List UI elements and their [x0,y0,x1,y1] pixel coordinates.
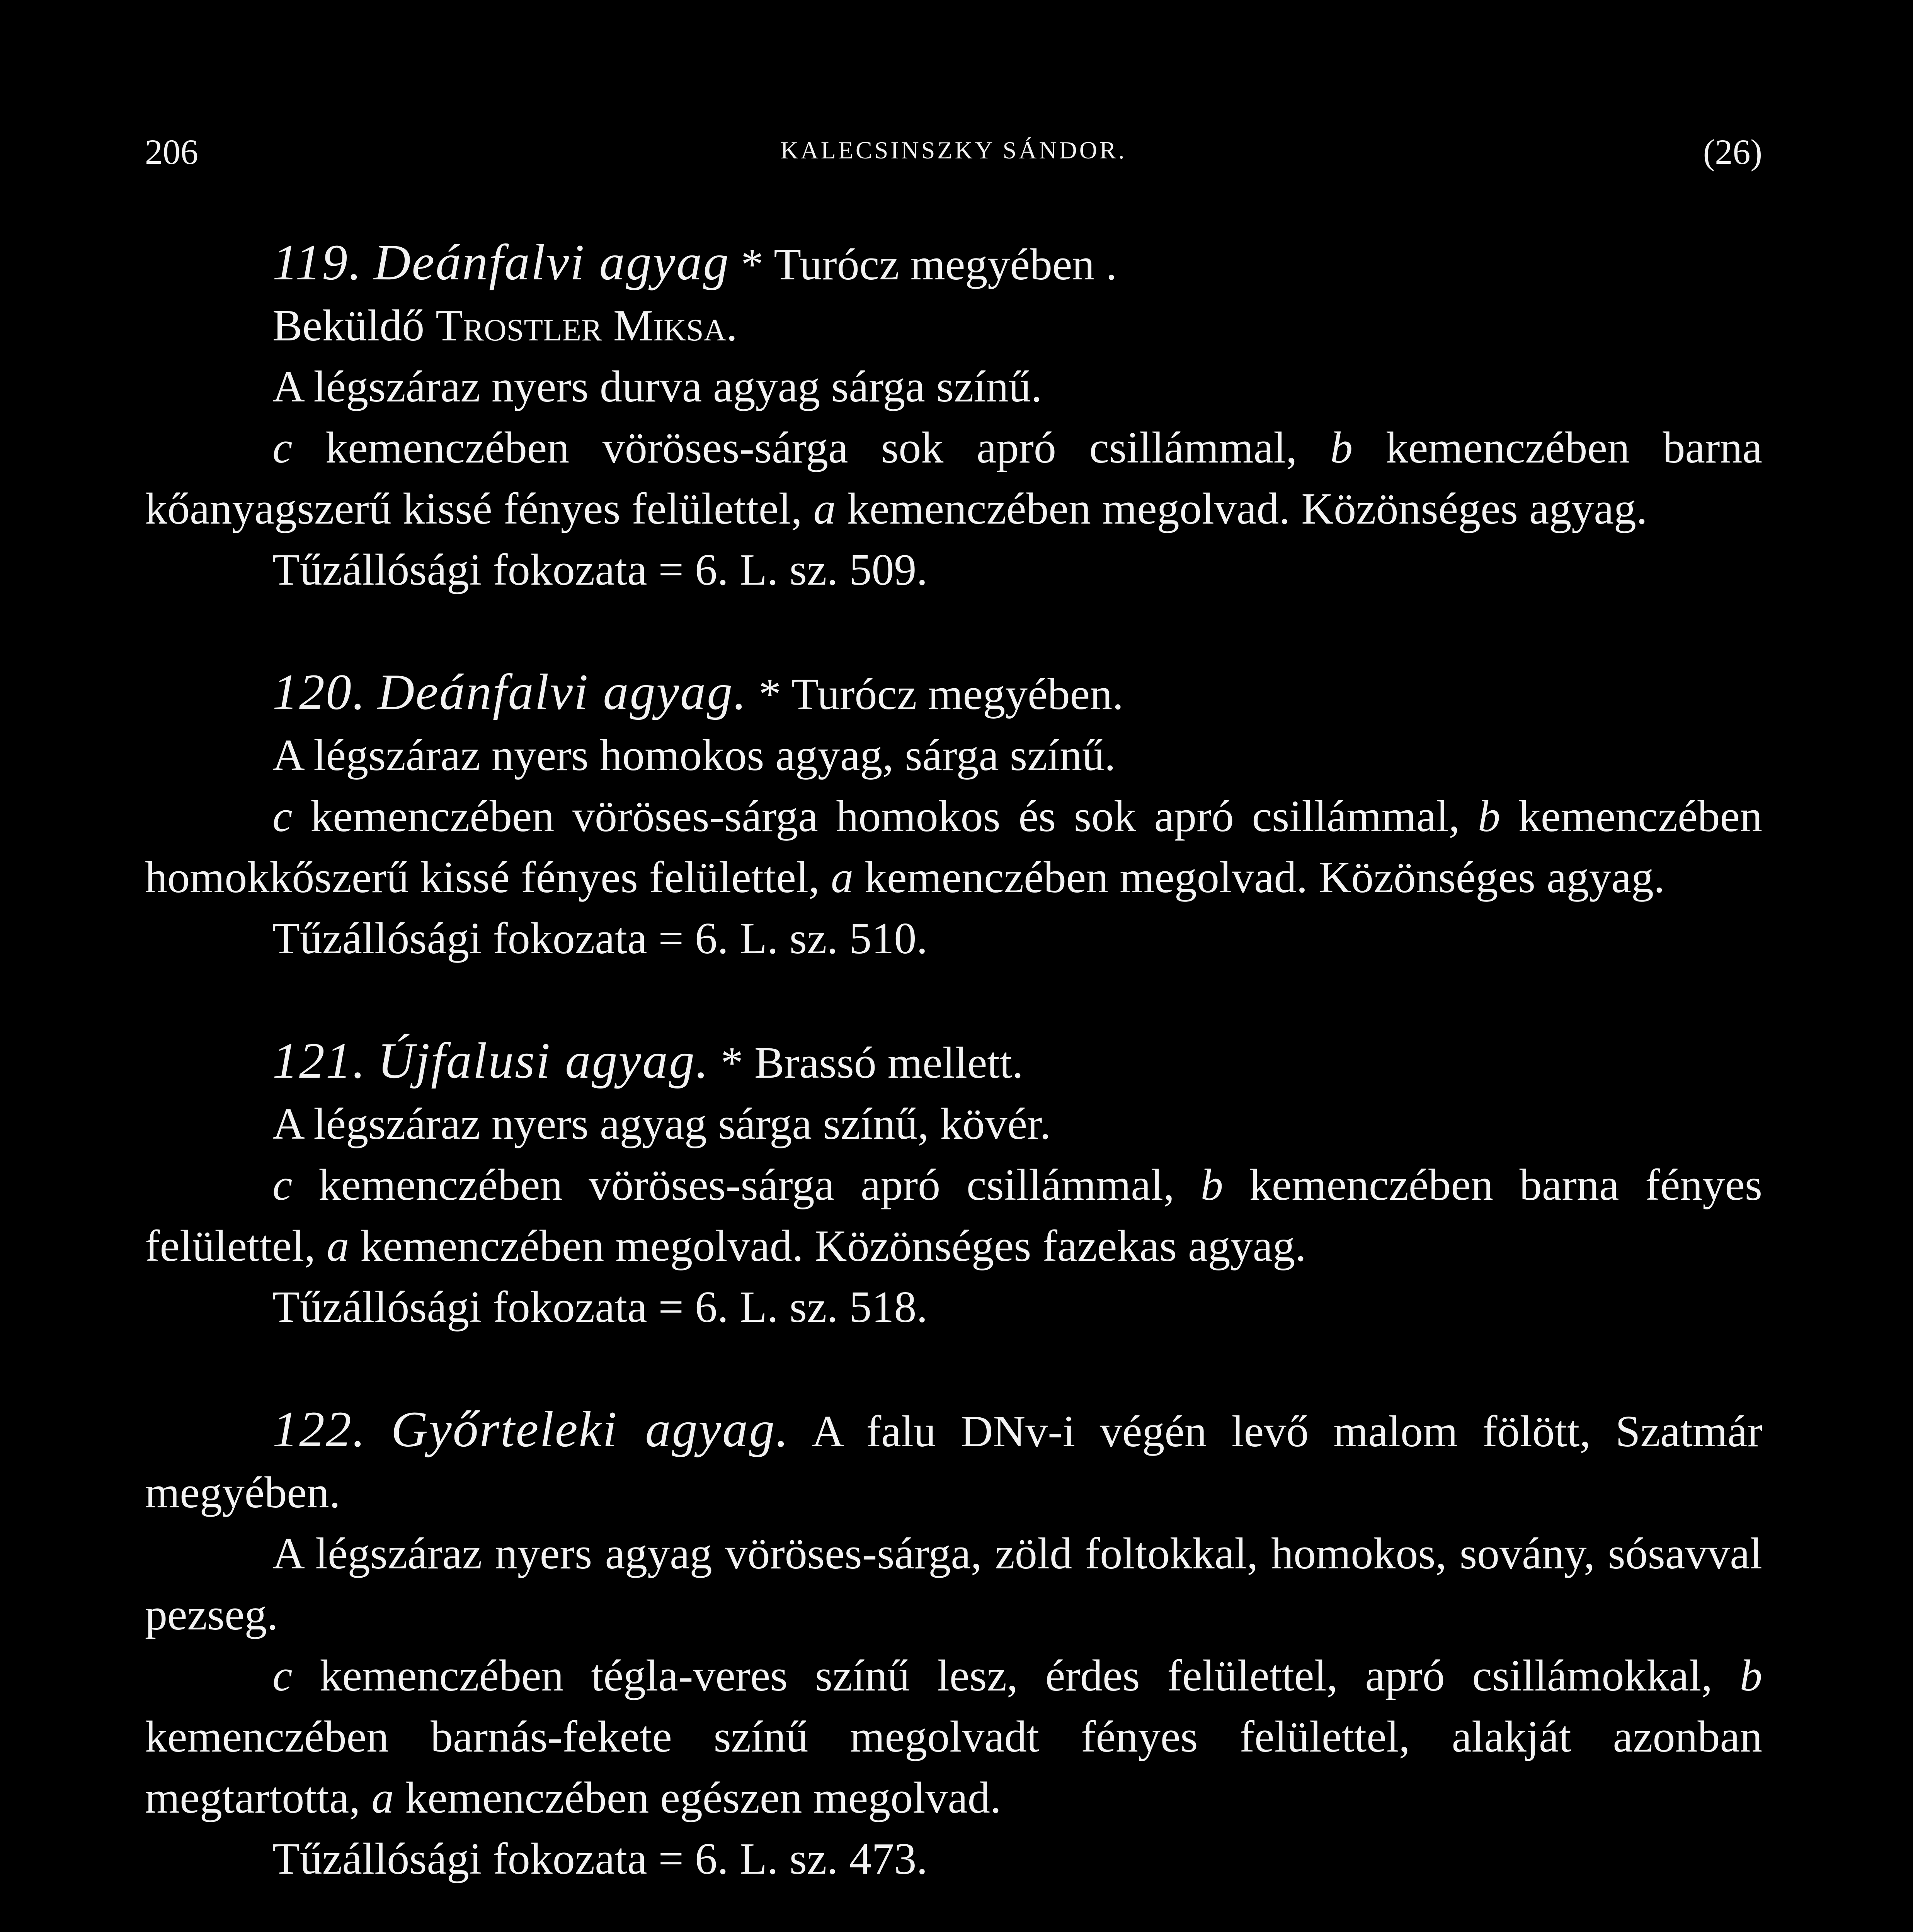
entry-heading [145,1030,1762,1094]
page-number: 206 [145,132,198,172]
entry-location: * Brassó mellett. [720,1038,1023,1088]
sender-name: Trostler Miksa. [436,301,738,350]
kiln-c-label: c [272,1651,293,1701]
entry-sender [145,295,1762,356]
entry-number: 121. [272,1032,366,1089]
kiln-a-label: a [831,853,853,902]
entry-refractory-grade: Tűzállósági fokozata = 6. L. sz. 509. [272,545,928,595]
firing-b-text: kemenczében barnás-fekete színű megolvadt fényes felülettel, alakját azonban megtartotta, [145,1712,1762,1823]
kiln-a-label: a [813,484,836,534]
kiln-a-label: a [327,1221,349,1271]
page-reference: (26) [1703,132,1762,172]
entry-refractory-grade: Tűzállósági fokozata = 6. L. sz. 510. [272,914,928,963]
firing-b-text: kemenczében barna fényes felülettel, [145,1160,1763,1271]
entry-name: Deánfalvi agyag [374,234,730,291]
firing-c-text: kemenczében vöröses-sárga sok apró csillámmal, [325,423,1297,473]
firing-a-text: kemenczében megolvad. Közönséges agyag. [847,484,1647,534]
entry-122 [145,1399,1762,1889]
firing-a-text: kemenczében megolvad. Közönséges agyag. [864,853,1665,902]
entry-name: Újfalusi agyag. [378,1032,710,1089]
kiln-c-label: c [272,1160,293,1210]
entry-name: Deánfalvi agyag. [378,663,748,720]
kiln-b-label: b [1330,423,1353,473]
entry-raw-description: A légszáraz nyers homokos agyag, sárga színű. [272,731,1116,780]
entry-raw-description: A légszáraz nyers durva agyag sárga színű. [272,362,1042,412]
firing-b-text: kemenczében barna kőanyagszerű kissé fényes felülettel, [145,423,1763,534]
entry-number: 119. [272,234,363,291]
kiln-c-label: c [272,423,293,473]
entry-number: 120. [272,663,366,720]
entry-119 [145,232,1762,600]
entry-heading [145,662,1762,725]
entry-firing-description [145,1155,1762,1277]
entry-location: * Turócz megyében. [759,670,1124,719]
entry-firing-description [145,786,1762,908]
kiln-b-label: b [1740,1651,1763,1701]
firing-c-text: kemenczében tégla-veres színű lesz, érdes felülettel, apró csillámokkal, [320,1651,1713,1701]
page-header [145,131,1762,174]
firing-a-text: kemenczében megolvad. Közönséges fazekas agyag. [360,1221,1307,1271]
entry-location: * Turócz megyében . [741,240,1117,289]
firing-a-text: kemenczében egészen megolvad. [405,1773,1001,1823]
entry-heading [145,232,1762,295]
entry-name: Győrteleki agyag. [391,1401,790,1458]
kiln-a-label: a [371,1773,394,1823]
entry-121 [145,1030,1762,1338]
entry-refractory-grade: Tűzállósági fokozata = 6. L. sz. 518. [272,1282,928,1332]
entry-firing-description [145,1645,1762,1828]
entry-firing-description [145,417,1762,539]
page-body [145,232,1762,1932]
firing-c-text: kemenczében vöröses-sárga homokos és sok apró csillámmal, [310,792,1460,841]
kiln-c-label: c [272,792,293,841]
running-head: KALECSINSZKY SÁNDOR. [780,136,1127,164]
entry-heading [145,1399,1762,1523]
entry-120 [145,662,1762,969]
firing-c-text: kemenczében vöröses-sárga apró csillámmal, [318,1160,1174,1210]
kiln-b-label: b [1200,1160,1223,1210]
entry-raw-description: A légszáraz nyers agyag sárga színű, kövér. [272,1099,1051,1149]
kiln-b-label: b [1478,792,1501,841]
firing-b-text: kemenczében homokkőszerű kissé fényes felülettel, [145,792,1763,902]
entry-location: A falu DNv-i végén levő malom fölött, Szatmár megyében. [145,1407,1763,1517]
entry-refractory-grade: Tűzállósági fokozata = 6. L. sz. 473. [272,1834,928,1884]
sender-prefix: Beküldő [272,301,425,350]
entry-raw-description: A légszáraz nyers agyag vöröses-sárga, zöld foltokkal, homokos, sovány, sósavval pezseg. [145,1529,1762,1639]
entry-number: 122. [272,1401,366,1458]
